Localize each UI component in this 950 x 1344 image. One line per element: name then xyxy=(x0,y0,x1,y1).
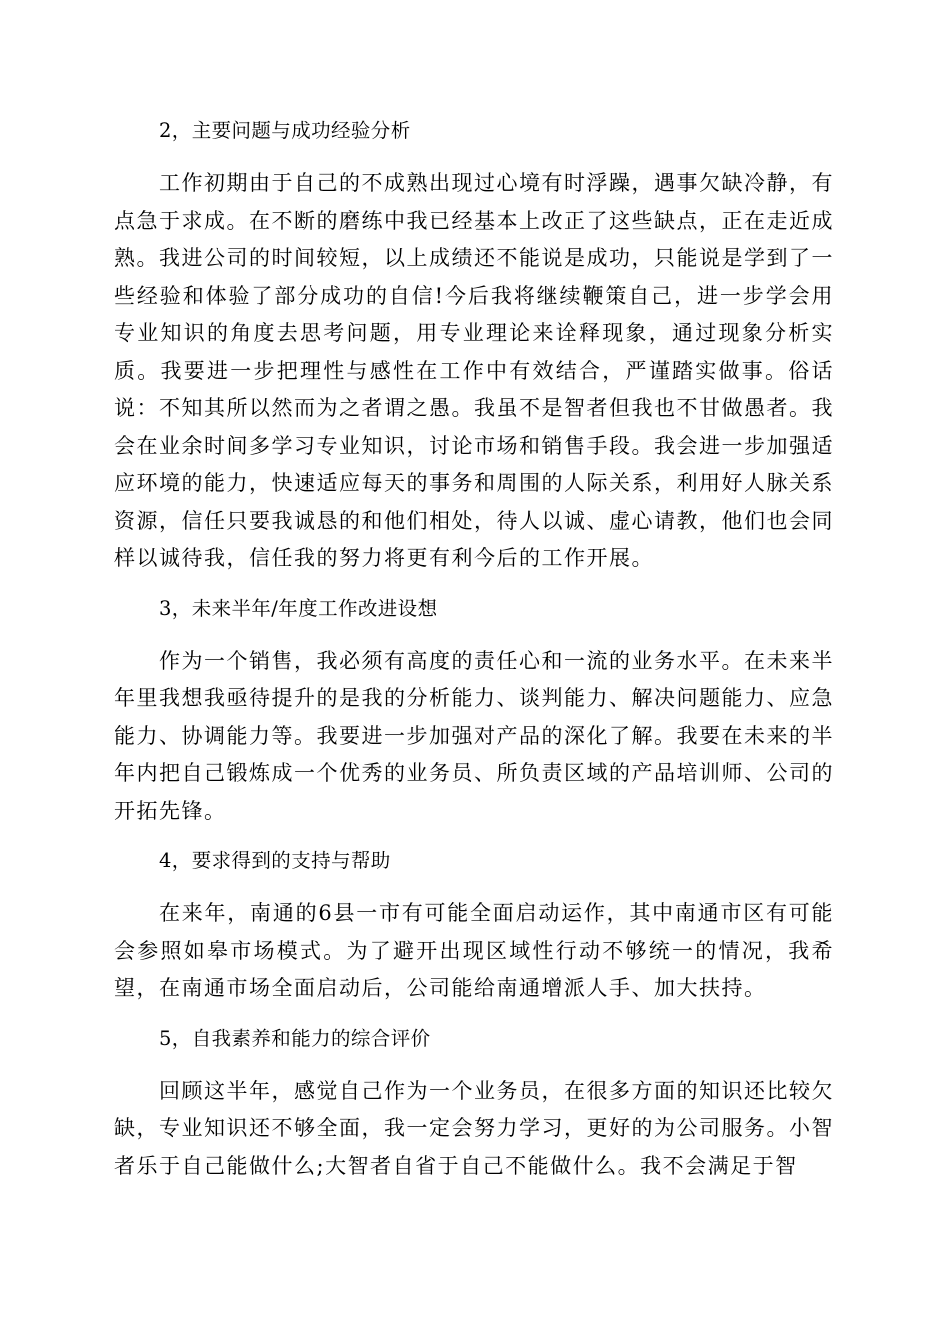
section-heading-5: 5，自我素养和能力的综合评价 xyxy=(159,1026,431,1050)
section-paragraph-5: 回顾这半年，感觉自己作为一个业务员，在很多方面的知识还比较欠缺，专业知识还不够全面，我一定会努力学习，更好的为公司服务。小智者乐于自己能做什么;大智者自省于自己不能做什么。我不会满足于智 xyxy=(114,1078,834,1178)
document-body xyxy=(114,112,834,1197)
section-heading-4: 4，要求得到的支持与帮助 xyxy=(159,849,391,872)
section-paragraph-3: 作为一个销售，我必须有高度的责任心和一流的业务水平。在未来半年里我想我亟待提升的是我的分析能力、谈判能力、解决问题能力、应急能力、协调能力等。我要进一步加强对产品的深化了解。我要在未来的半年内把自己锻炼成一个优秀的业务员、所负责区域的产品培训师、公司的开拓先锋。 xyxy=(114,648,834,823)
section-paragraph-2: 工作初期由于自己的不成熟出现过心境有时浮躁，遇事欠缺冷静，有点急于求成。在不断的磨练中我已经基本上改正了这些缺点，正在走近成熟。我进公司的时间较短，以上成绩还不能说是成功，只能说是学到了一些经验和体验了部分成功的自信!今后我将继续鞭策自己，进一步学会用专业知识的角度去思考问题，用专业理论来诠释现象，通过现象分析实质。我要进一步把理性与感性在工作中有效结合，严谨踏实做事。俗话说：不知其所以然而为之者谓之愚。我虽不是智者但我也不甘做愚者。我会在业余时间多学习专业知识，讨论市场和销售手段。我会进一步加强适应环境的能力，快速适应每天的事务和周围的人际关系，利用好人脉关系资源，信任只要我诚恳的和他们相处，待人以诚、虚心请教，他们也会同样以诚待我，信任我的努力将更有利今后的工作开展。 xyxy=(114,171,834,570)
section-heading-2: 2，主要问题与成功经验分析 xyxy=(159,119,411,142)
section-paragraph-4: 在来年，南通的6县一市有可能全面启动运作，其中南通市区有可能会参照如皋市场模式。为了避开出现区域性行动不够统一的情况，我希望，在南通市场全面启动后，公司能给南通增派人手、加大扶持。 xyxy=(114,901,834,1000)
section-heading-3: 3，未来半年/年度工作改进设想 xyxy=(159,596,438,620)
